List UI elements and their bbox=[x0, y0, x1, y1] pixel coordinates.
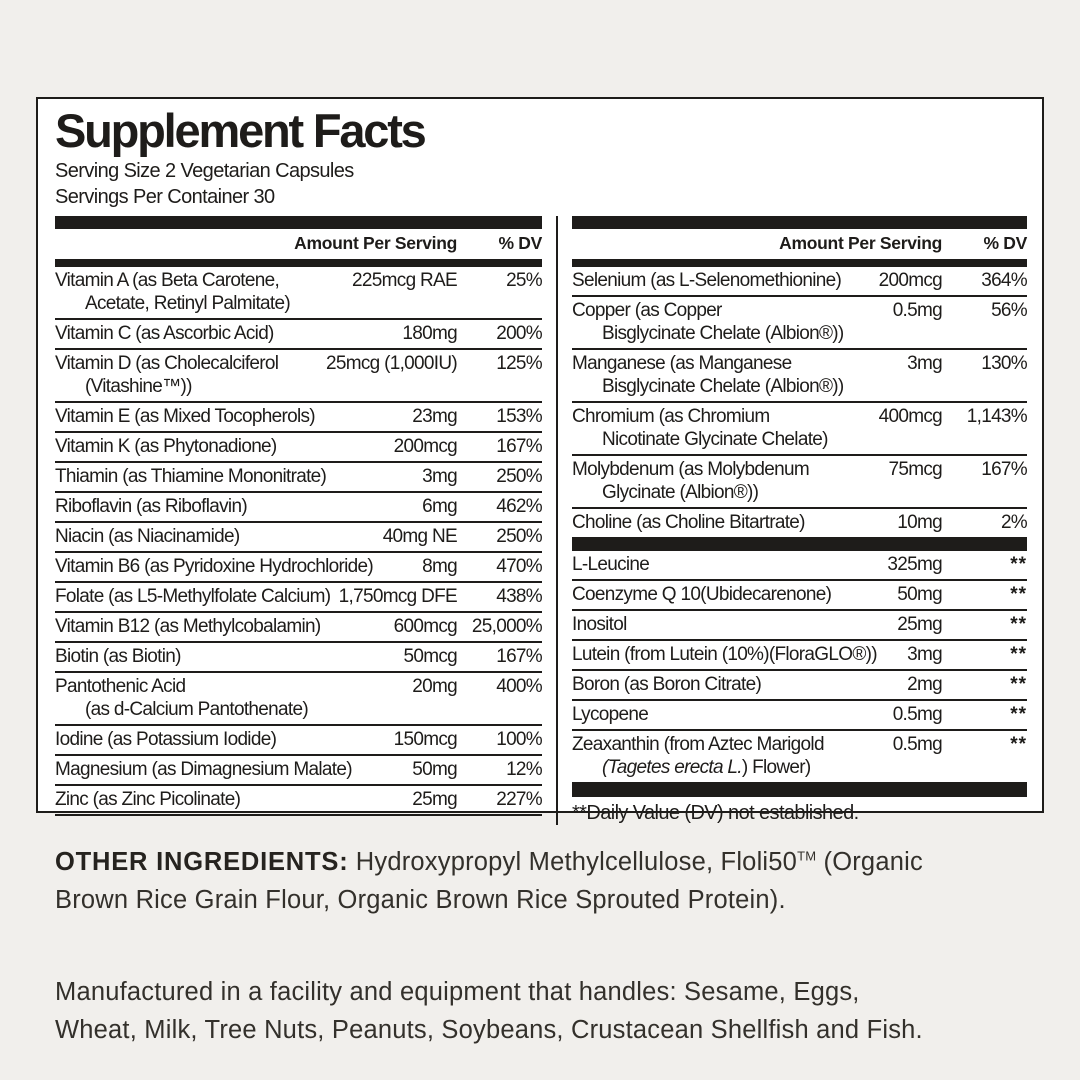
nutrient-name-line1: Vitamin B6 (as Pyridoxine Hydrochloride) bbox=[55, 556, 374, 577]
nutrient-dv: 2% bbox=[1000, 512, 1027, 533]
nutrient-name-line1: Vitamin E (as Mixed Tocopherols) bbox=[55, 406, 315, 427]
nutrient-name-line1: Niacin (as Niacinamide) bbox=[55, 526, 240, 547]
nutrient-amount: 25mg bbox=[897, 614, 942, 635]
nutrient-name bbox=[55, 435, 390, 458]
nutrient-row bbox=[55, 553, 542, 583]
nutrient-row bbox=[572, 701, 1027, 731]
nutrient-dv: 153% bbox=[496, 406, 542, 427]
nutrient-name bbox=[572, 458, 884, 504]
nutrient-name bbox=[55, 322, 398, 345]
nutrient-dv: 250% bbox=[496, 466, 542, 487]
nutrient-name-line1: Zinc (as Zinc Picolinate) bbox=[55, 789, 241, 810]
nutrient-dv: 25,000% bbox=[471, 616, 542, 637]
nutrient-name-line1: Lutein (from Lutein (10%)(FloraGLO®)) bbox=[572, 644, 877, 665]
nutrient-dv: 1,143% bbox=[966, 406, 1027, 427]
nutrient-amount: 180mg bbox=[402, 323, 457, 344]
nutrient-name bbox=[572, 613, 893, 636]
nutrient-amount: 25mcg (1,000IU) bbox=[325, 353, 457, 374]
nutrient-name-line1: Zeaxanthin (from Aztec Marigold bbox=[572, 734, 824, 755]
nutrient-amount: 25mg bbox=[412, 789, 457, 810]
nutrient-row bbox=[572, 671, 1027, 701]
nutrient-name-line1: Selenium (as L-Selenomethionine) bbox=[572, 270, 842, 291]
nutrient-dv: 438% bbox=[496, 586, 542, 607]
nutrient-dv: 400% bbox=[496, 676, 542, 697]
nutrient-dv: 462% bbox=[496, 496, 542, 517]
vertical-column-divider bbox=[556, 216, 558, 825]
nutrient-name bbox=[572, 733, 889, 779]
nutrient-dv: 364% bbox=[981, 270, 1027, 291]
nutrient-row bbox=[55, 320, 542, 350]
nutrient-name bbox=[572, 643, 903, 666]
nutrient-amount: 3mg bbox=[422, 466, 457, 487]
nutrient-name bbox=[572, 673, 903, 696]
nutrient-dv: ** bbox=[1010, 674, 1027, 695]
nutrient-name-line2: Bisglycinate Chelate (Albion®)) bbox=[602, 376, 844, 397]
nutrient-row bbox=[55, 786, 542, 816]
nutrient-row bbox=[55, 493, 542, 523]
servings-per-container-line: Servings Per Container 30 bbox=[55, 186, 275, 208]
nutrient-amount: 0.5mg bbox=[892, 300, 942, 321]
nutrient-dv: 250% bbox=[496, 526, 542, 547]
nutrient-name bbox=[572, 703, 889, 726]
nutrient-dv: ** bbox=[1010, 734, 1027, 755]
nutrient-name bbox=[572, 553, 883, 576]
nutrient-name-line1: Vitamin A (as Beta Carotene, bbox=[55, 270, 280, 291]
nutrient-name bbox=[55, 525, 379, 548]
other-ingredients-text-2: (Organic bbox=[816, 848, 923, 876]
nutrient-dv: 167% bbox=[496, 646, 542, 667]
nutrient-row bbox=[55, 583, 542, 613]
nutrient-row bbox=[55, 350, 542, 403]
nutrient-dv: 200% bbox=[496, 323, 542, 344]
nutrient-name-line1: Molybdenum (as Molybdenum bbox=[572, 459, 810, 480]
nutrient-name-line2: Nicotinate Glycinate Chelate) bbox=[602, 429, 828, 450]
nutrient-name-line1: Lycopene bbox=[572, 704, 649, 725]
nutrient-name-line1: Inositol bbox=[572, 614, 627, 635]
thick-divider-bar bbox=[572, 216, 1027, 229]
supplement-facts-panel bbox=[36, 97, 1044, 824]
nutrient-name bbox=[572, 405, 875, 451]
nutrient-name bbox=[572, 299, 889, 345]
nutrient-amount: 20mg bbox=[412, 676, 457, 697]
nutrient-amount: 200mcg bbox=[393, 436, 457, 457]
other-ingredients-text-1: Hydroxypropyl Methylcellulose, Floli50 bbox=[348, 848, 798, 876]
allergen-statement-line-1: Manufactured in a facility and equipment that handles: Sesame, Eggs, bbox=[55, 978, 860, 1006]
medium-divider-bar bbox=[55, 259, 542, 267]
nutrient-name-line1: Riboflavin (as Riboflavin) bbox=[55, 496, 247, 517]
nutrient-name bbox=[55, 465, 418, 488]
nutrient-amount: 3mg bbox=[907, 644, 942, 665]
nutrient-row bbox=[55, 726, 542, 756]
nutrient-amount: 50mg bbox=[897, 584, 942, 605]
nutrient-dv: 100% bbox=[496, 729, 542, 750]
nutrient-name-line1: L-Leucine bbox=[572, 554, 650, 575]
nutrient-name bbox=[572, 269, 875, 292]
nutrient-row bbox=[572, 403, 1027, 456]
nutrient-amount: 6mg bbox=[422, 496, 457, 517]
right-column-header bbox=[572, 229, 1027, 259]
nutrient-name bbox=[572, 352, 903, 398]
other-ingredients-text-3: Brown Rice Grain Flour, Organic Brown Rice Sprouted Protein). bbox=[55, 886, 786, 914]
nutrient-name-line1: Vitamin B12 (as Methylcobalamin) bbox=[55, 616, 321, 637]
nutrient-amount: 50mcg bbox=[403, 646, 457, 667]
allergen-statement-paragraph bbox=[55, 973, 1055, 1049]
nutrient-amount: 50mg bbox=[412, 759, 457, 780]
nutrient-dv: 56% bbox=[991, 300, 1027, 321]
nutrient-name bbox=[55, 352, 322, 398]
nutrient-amount: 0.5mg bbox=[892, 704, 942, 725]
nutrient-name-line2-rest: ) Flower) bbox=[741, 757, 811, 778]
section-divider-bar bbox=[572, 539, 1027, 551]
nutrient-name bbox=[55, 269, 348, 315]
nutrient-name bbox=[572, 511, 893, 534]
nutrient-row bbox=[572, 581, 1027, 611]
nutrient-name-line1: Thiamin (as Thiamine Mononitrate) bbox=[55, 466, 327, 487]
nutrient-name-line2: (Vitashine™)) bbox=[85, 376, 192, 397]
amount-per-serving-header: Amount Per Serving bbox=[294, 233, 457, 253]
nutrient-row bbox=[572, 551, 1027, 581]
nutrient-name-line1: Vitamin D (as Cholecalciferol bbox=[55, 353, 279, 374]
nutrient-row bbox=[55, 643, 542, 673]
nutrient-name-line1: Magnesium (as Dimagnesium Malate) bbox=[55, 759, 352, 780]
nutrient-row bbox=[55, 403, 542, 433]
nutrient-name-line2: Glycinate (Albion®)) bbox=[602, 482, 759, 503]
amount-per-serving-header: Amount Per Serving bbox=[779, 233, 942, 253]
percent-dv-header: % DV bbox=[983, 233, 1027, 253]
nutrient-amount: 10mg bbox=[897, 512, 942, 533]
nutrient-name-line1: Copper (as Copper bbox=[572, 300, 722, 321]
nutrient-row bbox=[572, 350, 1027, 403]
nutrient-name bbox=[55, 788, 408, 811]
allergen-statement-line-2: Wheat, Milk, Tree Nuts, Peanuts, Soybeans, Crustacean Shellfish and Fish. bbox=[55, 1016, 923, 1044]
nutrient-row bbox=[572, 641, 1027, 671]
facts-left-column bbox=[55, 216, 542, 825]
nutrient-name-line1: Coenzyme Q 10(Ubidecarenone) bbox=[572, 584, 832, 605]
nutrient-amount: 75mcg bbox=[888, 459, 942, 480]
daily-value-footnote: **Daily Value (DV) not established. bbox=[572, 802, 859, 824]
nutrient-amount: 0.5mg bbox=[892, 734, 942, 755]
footnote-divider-bar bbox=[572, 784, 1027, 797]
nutrient-name-line2: Bisglycinate Chelate (Albion®)) bbox=[602, 323, 844, 344]
nutrient-row bbox=[572, 509, 1027, 539]
other-ingredients-paragraph bbox=[55, 843, 1055, 919]
nutrient-row bbox=[572, 731, 1027, 784]
nutrient-dv: ** bbox=[1010, 704, 1027, 725]
nutrient-dv: 25% bbox=[506, 270, 542, 291]
nutrient-amount: 600mcg bbox=[393, 616, 457, 637]
nutrient-dv: 130% bbox=[981, 353, 1027, 374]
nutrient-row bbox=[55, 756, 542, 786]
nutrient-dv: ** bbox=[1010, 644, 1027, 665]
nutrient-dv: 167% bbox=[981, 459, 1027, 480]
nutrient-row bbox=[572, 456, 1027, 509]
nutrient-amount: 40mg NE bbox=[382, 526, 457, 547]
nutrient-row bbox=[55, 613, 542, 643]
nutrient-name bbox=[55, 675, 408, 721]
nutrient-dv: 227% bbox=[496, 789, 542, 810]
trademark-superscript: TM bbox=[797, 848, 817, 864]
nutrient-name bbox=[55, 555, 418, 578]
nutrient-name-line1: Chromium (as Chromium bbox=[572, 406, 770, 427]
nutrient-amount: 8mg bbox=[422, 556, 457, 577]
left-column-header bbox=[55, 229, 542, 259]
nutrient-dv: ** bbox=[1010, 584, 1027, 605]
nutrient-amount: 325mg bbox=[887, 554, 942, 575]
nutrient-name bbox=[55, 405, 408, 428]
nutrient-amount: 2mg bbox=[907, 674, 942, 695]
nutrient-name-line1: Iodine (as Potassium Iodide) bbox=[55, 729, 277, 750]
medium-divider-bar bbox=[572, 259, 1027, 267]
nutrient-name bbox=[55, 645, 399, 668]
nutrient-name-line2: (as d-Calcium Pantothenate) bbox=[85, 699, 308, 720]
nutrient-dv: ** bbox=[1010, 614, 1027, 635]
nutrient-row bbox=[572, 297, 1027, 350]
botanical-name-italic: (Tagetes erecta L. bbox=[602, 757, 742, 778]
nutrient-dv: ** bbox=[1010, 554, 1027, 575]
nutrient-dv: 12% bbox=[506, 759, 542, 780]
left-nutrient-rows bbox=[55, 267, 542, 816]
panel-title: Supplement Facts bbox=[55, 104, 425, 157]
percent-dv-header: % DV bbox=[498, 233, 542, 253]
nutrient-name bbox=[55, 615, 390, 638]
nutrient-amount: 23mg bbox=[412, 406, 457, 427]
nutrient-amount: 200mcg bbox=[878, 270, 942, 291]
right-nutrient-rows-other bbox=[572, 551, 1027, 784]
nutrient-dv: 125% bbox=[496, 353, 542, 374]
serving-size-line: Serving Size 2 Vegetarian Capsules bbox=[55, 160, 354, 182]
nutrient-row bbox=[572, 267, 1027, 297]
nutrient-name-line1: Pantothenic Acid bbox=[55, 676, 186, 697]
nutrient-name-line1: Manganese (as Manganese bbox=[572, 353, 792, 374]
panel-inner bbox=[38, 99, 1042, 825]
nutrient-amount: 150mcg bbox=[393, 729, 457, 750]
thick-divider-bar bbox=[55, 216, 542, 229]
nutrient-row bbox=[55, 673, 542, 726]
nutrient-dv: 470% bbox=[496, 556, 542, 577]
other-ingredients-label: OTHER INGREDIENTS: bbox=[55, 848, 349, 876]
nutrient-row bbox=[55, 267, 542, 320]
nutrient-name-line2 bbox=[572, 756, 889, 779]
nutrient-name bbox=[572, 583, 893, 606]
nutrient-name bbox=[55, 758, 408, 781]
nutrient-name bbox=[55, 728, 390, 751]
nutrient-name-line1: Vitamin K (as Phytonadione) bbox=[55, 436, 277, 457]
nutrient-name-line2: Acetate, Retinyl Palmitate) bbox=[85, 293, 290, 314]
nutrient-row bbox=[572, 611, 1027, 641]
nutrient-name bbox=[55, 585, 335, 608]
nutrient-name-line1: Biotin (as Biotin) bbox=[55, 646, 181, 667]
nutrient-amount: 400mcg bbox=[878, 406, 942, 427]
nutrient-name-line1: Vitamin C (as Ascorbic Acid) bbox=[55, 323, 274, 344]
right-nutrient-rows-minerals bbox=[572, 267, 1027, 539]
facts-right-column bbox=[572, 216, 1027, 825]
nutrient-row bbox=[55, 463, 542, 493]
nutrient-row bbox=[55, 523, 542, 553]
nutrient-name-line1: Boron (as Boron Citrate) bbox=[572, 674, 762, 695]
nutrient-row bbox=[55, 433, 542, 463]
nutrient-dv: 167% bbox=[496, 436, 542, 457]
nutrient-amount: 3mg bbox=[907, 353, 942, 374]
nutrient-name bbox=[55, 495, 418, 518]
nutrient-amount: 225mcg RAE bbox=[352, 270, 457, 291]
nutrient-name-line1: Choline (as Choline Bitartrate) bbox=[572, 512, 805, 533]
nutrient-amount: 1,750mcg DFE bbox=[338, 586, 457, 607]
nutrient-name-line1: Folate (as L5-Methylfolate Calcium) bbox=[55, 586, 331, 607]
facts-columns bbox=[55, 216, 1027, 825]
